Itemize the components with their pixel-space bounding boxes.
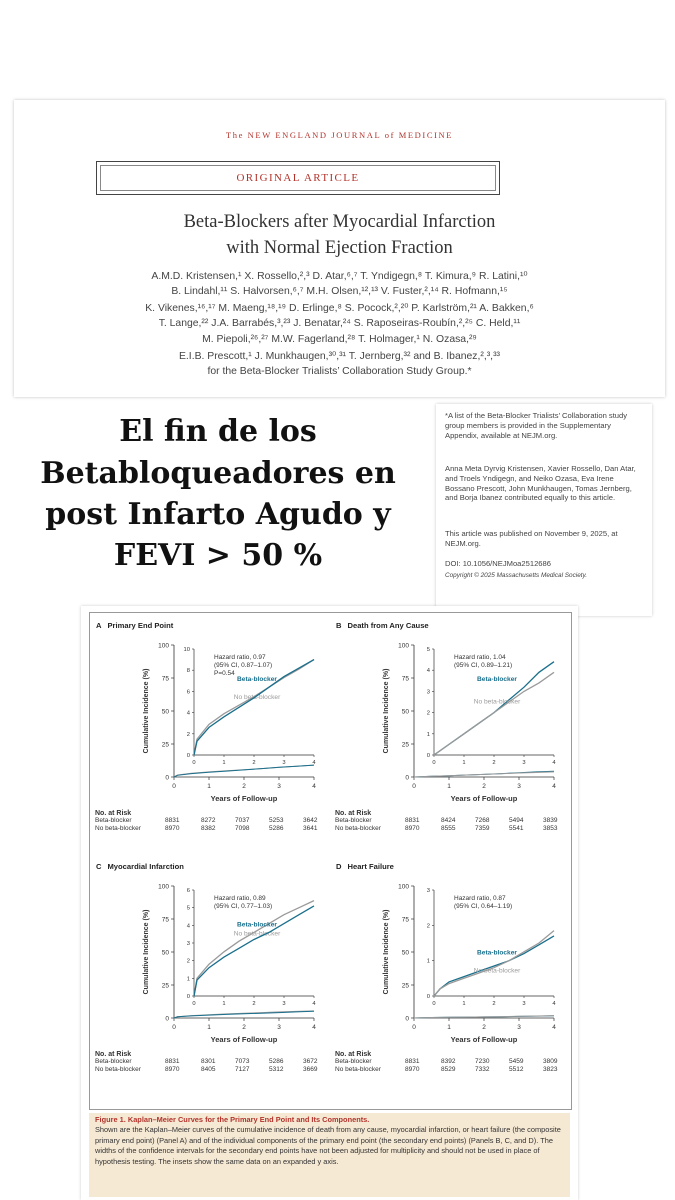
inset-x-tick-label: 4	[312, 1001, 316, 1007]
x-tick-label: 4	[312, 783, 316, 790]
y-tick-label: 75	[161, 675, 169, 683]
x-tick-label: 3	[277, 783, 281, 790]
x-tick-label: 1	[207, 783, 211, 790]
panel-title-text: Primary End Point	[107, 621, 174, 630]
hazard-ratio-annotation: (95% CI, 0.64–1.19)	[454, 903, 513, 910]
risk-table-row	[95, 817, 329, 825]
series-line-inset	[434, 931, 554, 996]
series-label: No beta-blocker	[473, 698, 521, 706]
risk-value: 3823	[543, 1066, 558, 1073]
inset-x-tick-label: 4	[552, 1001, 556, 1007]
x-axis-label: Years of Follow-up	[450, 1035, 518, 1044]
article-title-line-1: Beta-Blockers after Myocardial Infarction	[183, 212, 496, 232]
inset-y-tick-label: 4	[426, 668, 430, 675]
author-line: B. Lindahl,¹¹ S. Halvorsen,⁶,⁷ M.H. Olsen,¹²,¹³ V. Fuster,²,¹⁴ R. Hofmann,¹⁵	[171, 286, 508, 297]
risk-value: 3641	[303, 825, 318, 832]
risk-row-label: No beta-blocker	[95, 825, 141, 832]
x-tick-label: 4	[552, 1024, 556, 1031]
risk-table	[335, 1051, 569, 1074]
y-tick-label: 50	[401, 708, 409, 716]
y-axis-label: Cumulative Incidence (%)	[383, 668, 390, 754]
y-tick-label: 50	[401, 949, 409, 957]
panel-letter: B	[336, 621, 342, 630]
y-axis-label: Cumulative Incidence (%)	[143, 668, 150, 754]
y-tick-label: 25	[401, 982, 409, 990]
y-tick-label: 0	[405, 774, 409, 782]
risk-table-row	[335, 817, 569, 825]
risk-value: 8382	[201, 825, 216, 832]
risk-row-label: Beta-blocker	[95, 817, 132, 824]
risk-value: 7332	[475, 1066, 490, 1073]
inset-x-tick-label: 0	[192, 760, 196, 766]
risk-value: 8831	[165, 1058, 180, 1065]
figure-caption	[89, 1113, 570, 1197]
series-label: No beta-blocker	[473, 967, 521, 975]
series-line-main	[174, 1011, 314, 1018]
inset-x-tick-label: 2	[252, 1001, 256, 1007]
inset-x-tick-label: 3	[522, 1001, 526, 1007]
hazard-ratio-annotation: P=0.54	[214, 670, 235, 677]
footnote-collaboration: *A list of the Beta-Blocker Trialists’ Collaboration study group members is provided in the Supplementary Appendix, available at NEJM.org.	[445, 411, 628, 440]
panel-letter: C	[96, 862, 102, 871]
x-axis-label: Years of Follow-up	[210, 794, 278, 803]
y-tick-label: 100	[398, 883, 409, 891]
risk-value: 3672	[303, 1058, 318, 1065]
y-tick-label: 100	[398, 642, 409, 650]
risk-row-label: Beta-blocker	[335, 817, 372, 824]
article-type-label: ORIGINAL ARTICLE	[100, 165, 496, 191]
risk-value: 7073	[235, 1058, 250, 1065]
y-tick-label: 25	[161, 982, 169, 990]
series-label: No beta-blocker	[233, 930, 281, 938]
y-tick-label: 25	[161, 741, 169, 749]
panel-letter: D	[336, 862, 342, 871]
risk-value: 7359	[475, 825, 490, 832]
panel-a-primary-end-point	[92, 617, 329, 857]
series-label: No beta-blocker	[233, 694, 281, 702]
inset-x-tick-label: 1	[222, 1001, 226, 1007]
series-line-inset	[194, 906, 314, 996]
headline-line-1: El fin de los	[119, 414, 317, 449]
y-tick-label: 50	[161, 708, 169, 716]
risk-value: 8970	[165, 1066, 180, 1073]
x-tick-label: 2	[242, 783, 246, 790]
inset-x-tick-label: 4	[552, 760, 556, 766]
series-line-main	[414, 772, 554, 777]
risk-table	[335, 810, 569, 833]
journal-name: The NEW ENGLAND JOURNAL of MEDICINE	[225, 130, 454, 140]
caption-title: Figure 1. Kaplan–Meier Curves for the Primary End Point and Its Components.	[95, 1115, 370, 1124]
risk-table-header: No. at Risk	[335, 810, 372, 817]
headline-line-2: Betabloqueadores en	[40, 456, 396, 491]
risk-table-row	[95, 825, 329, 833]
risk-row-label: No beta-blocker	[95, 1066, 141, 1073]
hazard-ratio-annotation: Hazard ratio, 0.89	[214, 895, 266, 902]
inset-x-tick-label: 0	[432, 760, 436, 766]
risk-value: 8831	[405, 817, 420, 824]
km-chart	[92, 858, 329, 1050]
footnote-card	[436, 404, 652, 616]
x-tick-label: 1	[447, 783, 451, 790]
risk-value: 8392	[441, 1058, 456, 1065]
y-tick-label: 100	[158, 642, 169, 650]
inset-x-tick-label: 2	[492, 760, 496, 766]
footnote-copyright: Copyright © 2025 Massachusetts Medical Society.	[445, 572, 588, 579]
inset-x-tick-label: 3	[522, 760, 526, 766]
headline-line-3: post Infarto Agudo y	[45, 497, 391, 532]
author-line: for the Beta-Blocker Trialists’ Collaboration Study Group.*	[207, 366, 472, 377]
author-line: M. Piepoli,²⁶,²⁷ M.W. Fagerland,²⁸ T. Holmager,¹ N. Ozasa,²⁹	[202, 334, 477, 345]
panel-letter: A	[96, 621, 102, 630]
risk-value: 7037	[235, 817, 250, 824]
inset-y-tick-label: 4	[186, 923, 190, 930]
hazard-ratio-annotation: (95% CI, 0.87–1.07)	[214, 662, 273, 669]
risk-value: 8301	[201, 1058, 216, 1065]
inset-x-tick-label: 1	[462, 760, 466, 766]
km-chart	[332, 858, 569, 1050]
x-tick-label: 2	[482, 783, 486, 790]
risk-value: 8272	[201, 817, 216, 824]
risk-table-row	[335, 1058, 569, 1066]
x-tick-label: 2	[482, 1024, 486, 1031]
inset-x-tick-label: 1	[462, 1001, 466, 1007]
x-tick-label: 3	[517, 783, 521, 790]
risk-value: 7268	[475, 817, 490, 824]
inset-y-tick-label: 2	[186, 958, 190, 965]
inset-y-tick-label: 6	[186, 689, 190, 696]
series-line-inset	[434, 672, 554, 755]
risk-value: 5312	[269, 1066, 284, 1073]
panel-c-myocardial-infarction	[92, 858, 329, 1098]
risk-value: 5512	[509, 1066, 524, 1073]
y-tick-label: 100	[158, 883, 169, 891]
x-tick-label: 0	[412, 783, 416, 790]
risk-table-row	[95, 1066, 329, 1074]
risk-value: 7230	[475, 1058, 490, 1065]
inset-y-tick-label: 4	[186, 710, 190, 717]
author-line: E.I.B. Prescott,¹ J. Munkhaugen,³⁰,³¹ T. Jernberg,³² and B. Ibanez,²,³,³³	[178, 351, 500, 362]
x-tick-label: 0	[412, 1024, 416, 1031]
x-tick-label: 3	[517, 1024, 521, 1031]
figure-card	[81, 606, 578, 1200]
panel-title-text: Death from Any Cause	[347, 621, 429, 630]
article-type-box	[96, 161, 500, 195]
km-chart	[92, 617, 329, 809]
risk-value: 3839	[543, 817, 558, 824]
series-label: Beta-blocker	[477, 949, 517, 957]
risk-value: 8555	[441, 825, 456, 832]
inset-y-tick-label: 1	[186, 976, 190, 983]
y-axis-label: Cumulative Incidence (%)	[143, 909, 150, 995]
y-tick-label: 75	[401, 675, 409, 683]
risk-table	[95, 810, 329, 833]
x-axis-label: Years of Follow-up	[450, 794, 518, 803]
inset-y-tick-label: 0	[426, 994, 430, 1000]
x-tick-label: 1	[447, 1024, 451, 1031]
risk-value: 8970	[405, 825, 420, 832]
author-line: A.M.D. Kristensen,¹ X. Rossello,²,³ D. Atar,⁶,⁷ T. Yndigegn,⁸ T. Kimura,⁹ R. Latini,¹⁰	[151, 271, 528, 282]
risk-value: 8970	[165, 825, 180, 832]
y-tick-label: 75	[401, 916, 409, 924]
risk-row-label: No beta-blocker	[335, 1066, 381, 1073]
risk-table-row	[95, 1058, 329, 1066]
risk-table-header: No. at Risk	[95, 810, 132, 817]
risk-value: 5286	[269, 1058, 284, 1065]
x-tick-label: 0	[172, 783, 176, 790]
hazard-ratio-annotation: Hazard ratio, 0.87	[454, 895, 506, 902]
figure-panels	[89, 612, 572, 1110]
risk-table-header: No. at Risk	[335, 1051, 372, 1058]
y-tick-label: 0	[405, 1015, 409, 1023]
risk-row-label: Beta-blocker	[95, 1058, 132, 1065]
hazard-ratio-annotation: Hazard ratio, 1.04	[454, 654, 506, 661]
hazard-ratio-annotation: Hazard ratio, 0.97	[214, 654, 266, 661]
inset-y-tick-label: 3	[426, 689, 430, 696]
inset-x-tick-label: 0	[192, 1001, 196, 1007]
series-line-inset	[194, 901, 314, 996]
panel-b-death-any-cause	[332, 617, 569, 857]
risk-value: 7127	[235, 1066, 250, 1073]
headline-line-4: FEVI > 50 %	[113, 538, 323, 573]
y-tick-label: 25	[401, 741, 409, 749]
risk-table-row	[335, 825, 569, 833]
caption-body: Shown are the Kaplan–Meier curves of the cumulative incidence of death from any cause, myocardial infarction, or heart failure (the composite primary end point) (Panel A) and of the individual components of the primary end point (the secondary end points) (Panels B, C, and D). The widths of the confidence intervals for the secondary end points have not been adjusted for multiplicity and should not be used in place of hypothesis testing. The insets show the same data on an expanded y axis.	[95, 1125, 561, 1166]
inset-x-tick-label: 3	[282, 760, 286, 766]
panel-d-heart-failure	[332, 858, 569, 1098]
x-axis-label: Years of Follow-up	[210, 1035, 278, 1044]
x-tick-label: 2	[242, 1024, 246, 1031]
series-line-main	[174, 765, 314, 777]
article-header-card	[14, 100, 665, 397]
inset-y-tick-label: 0	[426, 753, 430, 759]
risk-value: 3853	[543, 825, 558, 832]
risk-value: 3669	[303, 1066, 318, 1073]
y-tick-label: 0	[165, 774, 169, 782]
inset-x-tick-label: 4	[312, 760, 316, 766]
series-line-inset	[194, 660, 314, 755]
inset-x-tick-label: 0	[432, 1001, 436, 1007]
risk-row-label: No beta-blocker	[335, 825, 381, 832]
inset-y-tick-label: 8	[186, 668, 190, 675]
risk-value: 5286	[269, 825, 284, 832]
footnote-publication: This article was published on November 9, 2025, at NEJM.org.	[445, 529, 618, 548]
inset-y-tick-label: 5	[186, 905, 190, 912]
y-tick-label: 0	[165, 1015, 169, 1023]
author-line: K. Vikenes,¹⁶,¹⁷ M. Maeng,¹⁸,¹⁹ D. Erlinge,⁸ S. Pocock,²,²⁰ P. Karlström,²¹ A. Bakken,⁶	[145, 303, 534, 314]
inset-x-tick-label: 2	[492, 1001, 496, 1007]
inset-y-tick-label: 5	[426, 647, 430, 653]
x-tick-label: 3	[277, 1024, 281, 1031]
inset-x-tick-label: 2	[252, 760, 256, 766]
inset-y-tick-label: 2	[186, 731, 190, 738]
risk-row-label: Beta-blocker	[335, 1058, 372, 1065]
series-line-inset	[194, 660, 314, 755]
risk-value: 3809	[543, 1058, 558, 1065]
inset-y-tick-label: 3	[186, 941, 190, 947]
inset-y-tick-label: 6	[186, 888, 190, 894]
inset-y-tick-label: 2	[426, 923, 430, 930]
risk-table-header: No. at Risk	[95, 1051, 132, 1058]
panel-title-text: Myocardial Infarction	[107, 862, 184, 871]
risk-value: 8970	[405, 1066, 420, 1073]
series-label: Beta-blocker	[477, 676, 517, 684]
x-tick-label: 0	[172, 1024, 176, 1031]
risk-value: 8529	[441, 1066, 456, 1073]
risk-value: 8831	[405, 1058, 420, 1065]
hazard-ratio-annotation: (95% CI, 0.77–1.03)	[214, 903, 273, 910]
inset-y-tick-label: 1	[426, 958, 430, 965]
article-title-line-2: with Normal Ejection Fraction	[226, 238, 453, 258]
footnote-equal-contribution: Anna Meta Dyrvig Kristensen, Xavier Rossello, Dan Atar, and Troels Yndigegn, and Neiko Ozasa, Eva Irene Bossano Prescott, John Munkhaugen, Tomas Jernberg, and Borja Ibanez contributed equally to this article.	[445, 464, 636, 503]
author-line: T. Lange,²² J.A. Barrabés,³,²³ J. Benatar,²⁴ S. Raposeiras-Roubín,²,²⁵ C. Held,¹¹	[158, 318, 521, 329]
risk-value: 7098	[235, 825, 250, 832]
hazard-ratio-annotation: (95% CI, 0.89–1.21)	[454, 662, 513, 669]
x-tick-label: 1	[207, 1024, 211, 1031]
inset-y-tick-label: 0	[186, 753, 190, 759]
risk-value: 8831	[165, 817, 180, 824]
inset-y-tick-label: 2	[426, 710, 430, 717]
y-axis-label: Cumulative Incidence (%)	[383, 909, 390, 995]
risk-table	[95, 1051, 329, 1074]
inset-y-tick-label: 1	[426, 731, 430, 738]
risk-value: 5253	[269, 817, 284, 824]
footnote-doi: DOI: 10.1056/NEJMoa2512686	[445, 559, 551, 568]
panel-title-text: Heart Failure	[347, 862, 394, 871]
x-tick-label: 4	[312, 1024, 316, 1031]
risk-table-row	[335, 1066, 569, 1074]
inset-x-tick-label: 1	[222, 760, 226, 766]
risk-value: 5494	[509, 817, 524, 824]
risk-value: 5541	[509, 825, 524, 832]
series-label: Beta-blocker	[237, 921, 277, 929]
x-tick-label: 4	[552, 783, 556, 790]
risk-value: 8405	[201, 1066, 216, 1073]
y-tick-label: 75	[161, 916, 169, 924]
series-label: Beta-blocker	[237, 676, 277, 684]
overlay-headline	[12, 404, 424, 584]
inset-y-tick-label: 10	[183, 647, 190, 653]
risk-value: 3642	[303, 817, 318, 824]
y-tick-label: 50	[161, 949, 169, 957]
km-chart	[332, 617, 569, 809]
inset-y-tick-label: 3	[426, 888, 430, 894]
inset-y-tick-label: 0	[186, 994, 190, 1000]
risk-value: 5459	[509, 1058, 524, 1065]
risk-value: 8424	[441, 817, 456, 824]
inset-x-tick-label: 3	[282, 1001, 286, 1007]
